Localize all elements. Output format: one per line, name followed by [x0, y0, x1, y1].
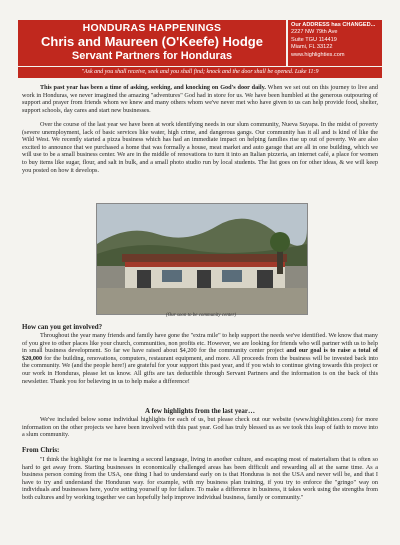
title-banner [18, 20, 286, 66]
community-center-photo [96, 203, 308, 315]
author-names: Chris and Maureen (O'Keefe) Hodge [41, 34, 263, 49]
photo-illustration [97, 204, 307, 314]
address-box [288, 20, 382, 66]
highlights-paragraph: We've included below some individual highlights for each of us, but please check out our website (www.highlighties.com) for more information on the other projects we have been involved with this past year. God has truly blessed us as we took this leap of faith to move into a slum community. [22, 416, 378, 439]
address-title: Our ADDRESS has CHANGED... [291, 22, 376, 28]
community-paragraph: Over the course of the last year we have been at work identifying needs in our slum community, Nueva Suyapa. In the midst of poverty (severe unemployment, lack of basic services like water, high crime, and dangerous gangs. Our community has it all and is kind of like the Wild West. We recently started a pizza business which has had an immediate impact on helping families rise up out of poverty. We are also excited to announce that we purchased a home that was formally a house, meat market and auto garage that are all in one building, which we will use to be a small business center. We are in the middle of renovations to turn it into an Italian pizzeria, an internet café, a place for women to buy items like sugar, flour, and salt in bulk, and a small photo studio run by local students. The list goes on for other ideas, & we will keep you posted on how it develops. [22, 121, 378, 174]
intro-lead: This past year has been a time of asking, seeking, and knocking on God's door daily. [40, 84, 266, 91]
address-line: Miami, FL 33122 [291, 44, 333, 51]
intro-rest: When we set out on this journey to live and work in Honduras, we never imagined the amazing "adventures" God had in store for us. We have been humbled at the generous outpouring of support and prayer from friends whom we knew and many others whom we've never met who have given to us can help provide food, shelter, support schools, day cares and start new businesses. [22, 84, 378, 114]
chris-paragraph: "I think the highlight for me is learning a second language, living in another culture, and escaping most of materialism that is often so hard to get away from. Starting businesses in economically challenged areas has been difficult and rewarding all at the same time. As a business person coming from the USA, one thing I had to understand early on is that Honduras is not the USA and never will be, and that I have to try and understand the Honduran way. for example, with my business plan training, if you try to enforce the "gringo" way on individuals and businesses here, you're setting yourself up for failure. To make a difference in business, it takes work using the strengths from both cultures and by working together we can hopefully help improve individual business, family or community." [22, 456, 378, 501]
section-heading-highlights: A few highlights from the last year… [145, 407, 255, 415]
newsletter-title: HONDURAS HAPPENINGS [82, 22, 222, 34]
verse-bar: "Ask and you shall receive, seek and you shall find; knock and the door shall be opened. Luke 11:9 [18, 67, 382, 78]
header [18, 20, 382, 66]
photo-caption: (Our soon to be community center) [165, 313, 237, 318]
fundraising-goal: and our goal is to raise a total of $20,000 [22, 347, 378, 362]
website-link[interactable]: www.highlighties.com [291, 51, 345, 58]
address-line: Suite TGU 114419 [291, 36, 337, 43]
organization-name: Servant Partners for Honduras [71, 50, 233, 62]
involved-text-1: Throughout the year many friends and family have gone the "extra mile" to help support the needs we've identified. We know that many of you give to other places like your church, communities, non profits etc. However, we are looking for friends who will partner with us to help in small business development. So far we have raised about $4,200 for the community center project [22, 332, 378, 355]
section-heading-involved: How can you get involved? [22, 323, 103, 331]
intro-paragraph [22, 84, 378, 114]
section-heading-chris: From Chris: [22, 446, 60, 454]
involved-paragraph [22, 332, 378, 385]
involved-text-2: for the building, renovations, computers, restaurant equipment, and more. All proceeds from the business will be invested back into the community. We (and the people here!) are grateful for your support this past year, and if you wish to continue giving towards this project or our work in Honduras, please let us know. All gifts are tax deductible through Servant Partners and the information is on the back of this newsletter. Thank you for believing in us to help make a difference! [22, 354, 378, 385]
address-line: 2227 NW 79th Ave [291, 29, 338, 36]
